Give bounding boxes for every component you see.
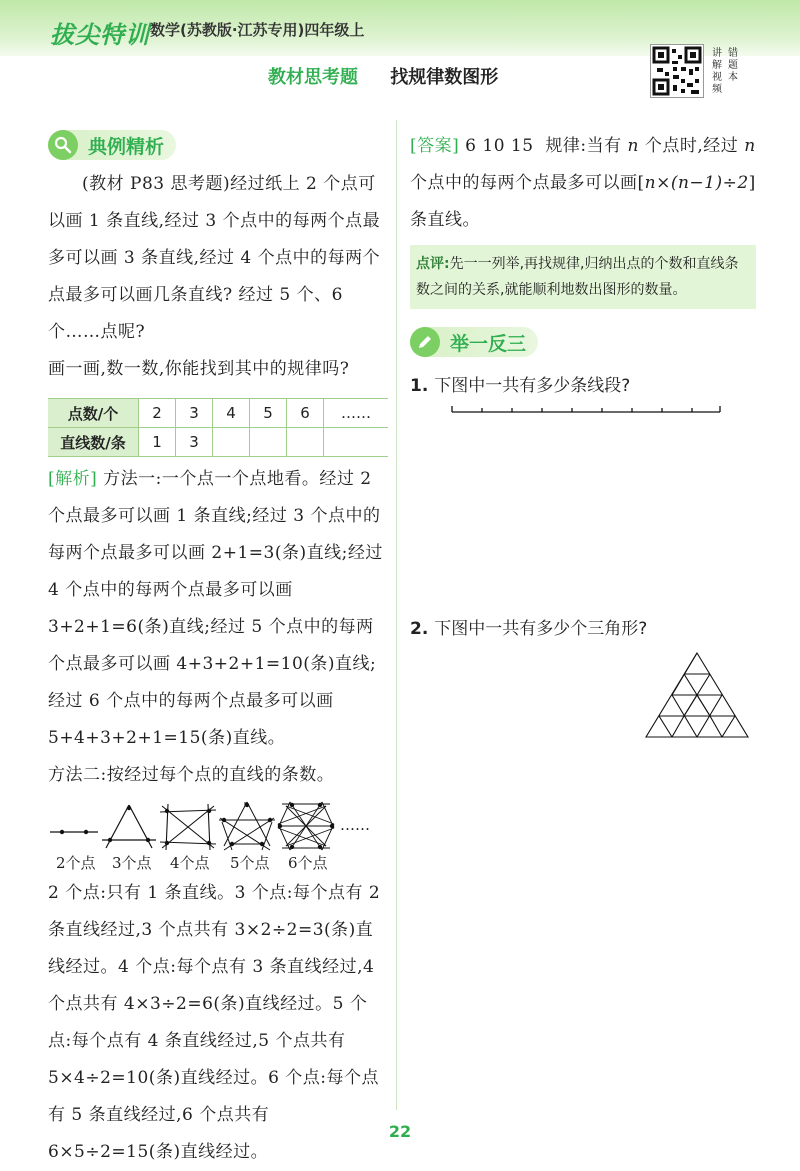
- right-column: [410, 128, 756, 741]
- analysis-tag: [解析]: [48, 469, 98, 489]
- answer-formula: n×(n−1)÷2: [644, 173, 749, 193]
- answer-paragraph: [410, 128, 756, 239]
- practice-heading-label: 举一反三: [450, 332, 527, 355]
- point-line-figures: [48, 800, 388, 852]
- table-cell: 3: [176, 399, 213, 428]
- table-row: [48, 399, 388, 428]
- search-icon: [48, 130, 78, 160]
- pencil-icon: [410, 327, 440, 357]
- answer-rule-3: 个点中的每两个点最多可以画[: [410, 173, 645, 193]
- analysis-method-1: [48, 461, 388, 757]
- table-row-head: 点数/个: [48, 399, 139, 428]
- question-text: 下图中一共有多少个三角形?: [434, 619, 648, 639]
- table-cell: [250, 428, 287, 457]
- answer-rule-2: 个点时,经过: [644, 136, 739, 156]
- figure-caption: 2个点: [56, 854, 96, 872]
- figure-captions: [48, 852, 388, 873]
- segment-figure: [448, 400, 738, 420]
- comment-box: [410, 245, 756, 309]
- table-cell: ……: [324, 399, 389, 428]
- analysis-method-2: 方法二:按经过每个点的直线的条数。: [48, 765, 335, 785]
- figure-2-points: [48, 802, 100, 852]
- comment-tag: 点评:: [416, 256, 450, 272]
- table-cell: 6: [287, 399, 324, 428]
- question-number: 2.: [410, 619, 429, 639]
- qr-label-mistakes: 错题本: [728, 48, 738, 83]
- qr-label-video: 讲解视频: [712, 48, 722, 95]
- count-table: [48, 398, 388, 457]
- figure-4-points: [158, 802, 218, 852]
- qr-code-icon[interactable]: [650, 44, 704, 98]
- table-cell: [213, 428, 250, 457]
- table-cell: [324, 428, 389, 457]
- table-cell: 4: [213, 399, 250, 428]
- figure-caption: 4个点: [170, 854, 210, 872]
- figure-caption: 5个点: [230, 854, 270, 872]
- book-title: 数学(苏教版·江苏专用)四年级上: [150, 21, 365, 39]
- page-number: 22: [388, 1122, 412, 1141]
- column-divider: [396, 120, 397, 1110]
- practice-heading: [410, 327, 538, 357]
- comment-text: 先一一列举,再找规律,归纳出点的个数和直线条数之间的关系,就能顺利地数出图形的数量。: [416, 256, 739, 298]
- table-cell: [287, 428, 324, 457]
- table-row-head: 直线数/条: [48, 428, 139, 457]
- figure-caption: 6个点: [288, 854, 328, 872]
- table-cell: 5: [250, 399, 287, 428]
- section-topic: 找规律数图形: [390, 67, 499, 88]
- answer-rule-4: ]条直线。: [410, 173, 756, 230]
- table-row: [48, 428, 388, 457]
- brand-logo: 拔尖特训: [50, 21, 150, 49]
- answer-var: n: [744, 136, 756, 156]
- answer-rule-1: 规律:当有: [545, 136, 622, 156]
- problem-text: (教材 P83 思考题)经过纸上 2 个点可以画 1 条直线,经过 3 个点中的每两个点最多可以画 3 条直线,经过 4 个点中的每两个点最多可以画几条直线? 经过 5 个、6 个……点呢?: [48, 174, 381, 342]
- analysis-text: 方法一:一个点一个点地看。经过 2 个点最多可以画 1 条直线;经过 3 个点中的每两个点最多可以画 2+1=3(条)直线;经过 4 个点中的每两个点最多可以画 3+2+1=6(条)直线;经过 5 个点中的每两个点最多可以画 4+3+2+1=10(条)直线;经过 6 个点中的每两个点最多可以画 5+4+3+2+1=15(条)直线。: [48, 469, 383, 748]
- figure-caption: 3个点: [112, 854, 152, 872]
- answer-values: 6 10 15: [465, 136, 534, 156]
- question-2: [410, 614, 756, 639]
- analysis-method-2-text: 2 个点:只有 1 条直线。3 个点:每个点有 2 条直线经过,3 个点共有 3×2÷2=3(条)直线经过。4 个点:每个点有 3 条直线经过,4 个点共有 4×3÷2=6(条)直线经过。5 个点:每个点有 4 条直线经过,5 个点共有 5×4÷2=10(条)直线经过。6 个点:每个点有 5 条直线经过,6 个点共有 6×5÷2=15(条)直线经过。: [48, 883, 381, 1162]
- answer-tag: [答案]: [410, 136, 460, 156]
- question-1: [410, 371, 756, 396]
- table-cell: 1: [139, 428, 176, 457]
- figure-6-points: [276, 800, 336, 852]
- answer-var: n: [627, 136, 639, 156]
- triangle-figure: [642, 649, 752, 741]
- section-label: 教材思考题: [268, 67, 358, 88]
- table-cell: 3: [176, 428, 213, 457]
- problem-prompt: 画一画,数一数,你能找到其中的规律吗?: [48, 359, 350, 379]
- question-number: 1.: [410, 376, 429, 396]
- figure-5-points: [218, 800, 276, 852]
- question-text: 下图中一共有多少条线段?: [434, 376, 631, 396]
- left-column: [48, 130, 388, 1171]
- table-cell: 2: [139, 399, 176, 428]
- section-header: [268, 63, 498, 89]
- figure-3-points: [100, 802, 158, 852]
- example-heading-label: 典例精析: [88, 135, 165, 158]
- figure-ellipsis: ……: [340, 816, 370, 834]
- example-heading: [48, 130, 176, 160]
